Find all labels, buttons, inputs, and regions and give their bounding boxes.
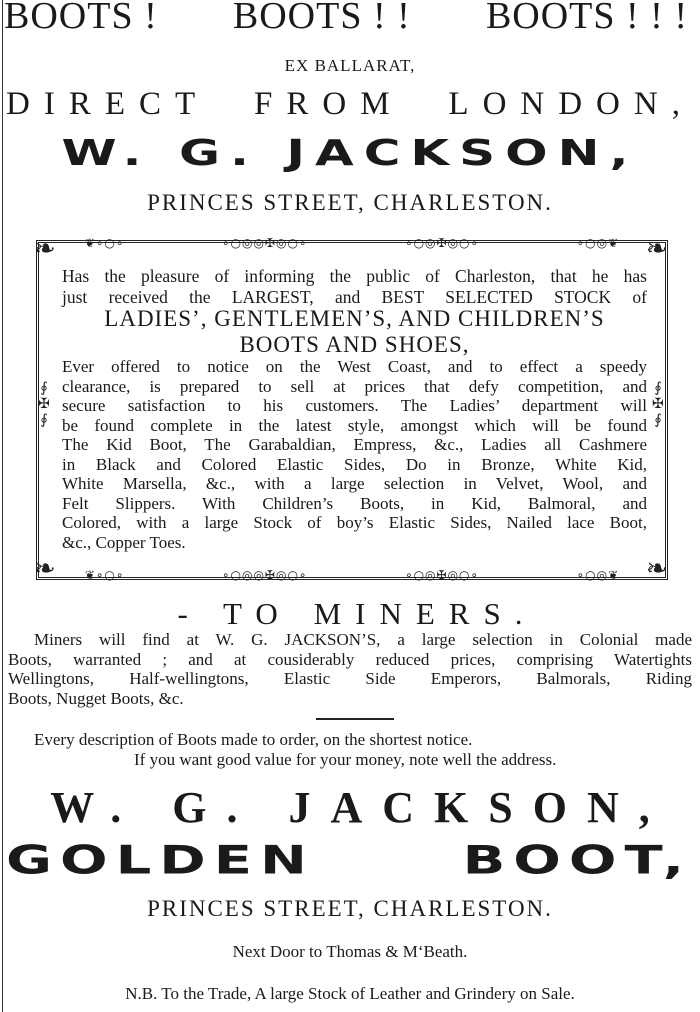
headline [0, 0, 700, 38]
body-line: White Marsella, &c., with a large selection in Velvet, Wool, and [62, 474, 647, 493]
miners-line: Wellingtons, Half-wellingtons, Elastic Side Emperors, Balmorals, Riding [8, 669, 692, 688]
shop-name [0, 838, 700, 884]
boxed-body [62, 357, 647, 552]
headline-word-2: BOOTS ! ! [232, 0, 411, 37]
ornament-icon: ❦∘○∘ [84, 568, 125, 582]
corner-ornament-icon: ❧ [34, 554, 56, 584]
ornament-icon: ∘○◎✠◎○∘ [405, 236, 480, 250]
shop-name-word-golden: GOLDEN [6, 838, 315, 884]
miners-heading: - TO MINERS. [177, 596, 537, 631]
next-door-line: Next Door to Thomas & M‘Beath. [232, 942, 468, 961]
merchant-name-repeat: W. G. JACKSON, [50, 783, 670, 832]
address-line-repeat: PRINCES STREET, CHARLESTON. [147, 896, 553, 921]
intro-line: just received the LARGEST, and BEST SELECTED STOCK of [62, 287, 647, 307]
intro-line: Has the pleasure of informing the public of Charleston, that he has [62, 266, 647, 286]
bottom-ornament-rule [36, 568, 668, 582]
shop-name-word-boot: BOOT, [462, 838, 692, 884]
body-line: in Black and Colored Elastic Sides, Do in Bronze, White Kid, [62, 454, 647, 474]
body-line: secure satisfaction to his customers. The Ladies’ department will [62, 396, 647, 415]
merchant-name: W. G. JACKSON, [61, 132, 639, 174]
body-line: &c., Copper Toes. [62, 532, 186, 552]
corner-ornament-icon: ❧ [646, 554, 668, 584]
headline-word-1: BOOTS ! [4, 0, 158, 37]
made-to-order-line: Every description of Boots made to order, on the shortest notice. [34, 730, 473, 749]
miners-line: Boots, Nugget Boots, &c. [8, 688, 184, 708]
direct-word: DIRECT [6, 86, 210, 122]
body-line: be found complete in the latest style, amongst which will be found [62, 415, 647, 435]
corner-ornament-icon: ❧ [34, 234, 56, 264]
goods-line: BOOTS AND SHOES, [239, 332, 470, 357]
side-ornament-icon: ∮ ✠ ∮ [652, 380, 664, 428]
goods-heading [62, 306, 647, 358]
ex-ship-line: EX BALLARAT, [284, 56, 416, 75]
address-line: PRINCES STREET, CHARLESTON. [147, 190, 553, 215]
trade-note: N.B. To the Trade, A large Stock of Leather and Grindery on Sale. [125, 984, 575, 1003]
london-word: LONDON, [448, 86, 694, 122]
side-ornament-icon: ∮ ✠ ∮ [38, 380, 50, 428]
section-divider [316, 718, 394, 720]
body-line: Felt Slippers. With Children’s Boots, in Kid, Balmoral, and [62, 493, 647, 513]
ornament-icon: ∘○◎✠◎○∘ [405, 568, 480, 582]
miners-line: Boots, warranted ; and at cousiderably reduced prices, comprising Watertights [8, 649, 692, 669]
good-value-line: If you want good value for your money, note well the address. [134, 750, 557, 769]
body-line: Colored, with a large Stock of boy’s Elastic Sides, Nailed lace Boot, [62, 513, 647, 532]
miners-paragraph [8, 630, 692, 708]
top-ornament-rule [36, 236, 668, 250]
from-word: FROM [254, 86, 404, 122]
miners-line: Miners will find at W. G. JACKSON’S, a large selection in Colonial made [34, 630, 692, 649]
goods-line: LADIES’, GENTLEMEN’S, AND CHILDREN’S [104, 306, 605, 331]
body-line: The Kid Boot, The Garabaldian, Empress, &c., Ladies all Cashmere [62, 435, 647, 454]
headline-word-3: BOOTS ! ! ! [485, 0, 688, 37]
body-line: Ever offered to notice on the West Coast, and to effect a speedy [62, 357, 647, 376]
direct-from-london [0, 86, 700, 123]
ornament-icon: ∘○◎❦ [576, 236, 620, 250]
ornament-icon: ∘○◎◎✠◎○∘ [222, 236, 308, 250]
ornament-icon: ❦∘○∘ [84, 236, 125, 250]
body-line: clearance, is prepared to sell at prices that defy competition, and [62, 376, 647, 396]
ornament-icon: ∘○◎◎✠◎○∘ [222, 568, 308, 582]
corner-ornament-icon: ❧ [646, 234, 668, 264]
boxed-intro [62, 266, 647, 308]
ornament-icon: ∘○◎❦ [576, 568, 620, 582]
